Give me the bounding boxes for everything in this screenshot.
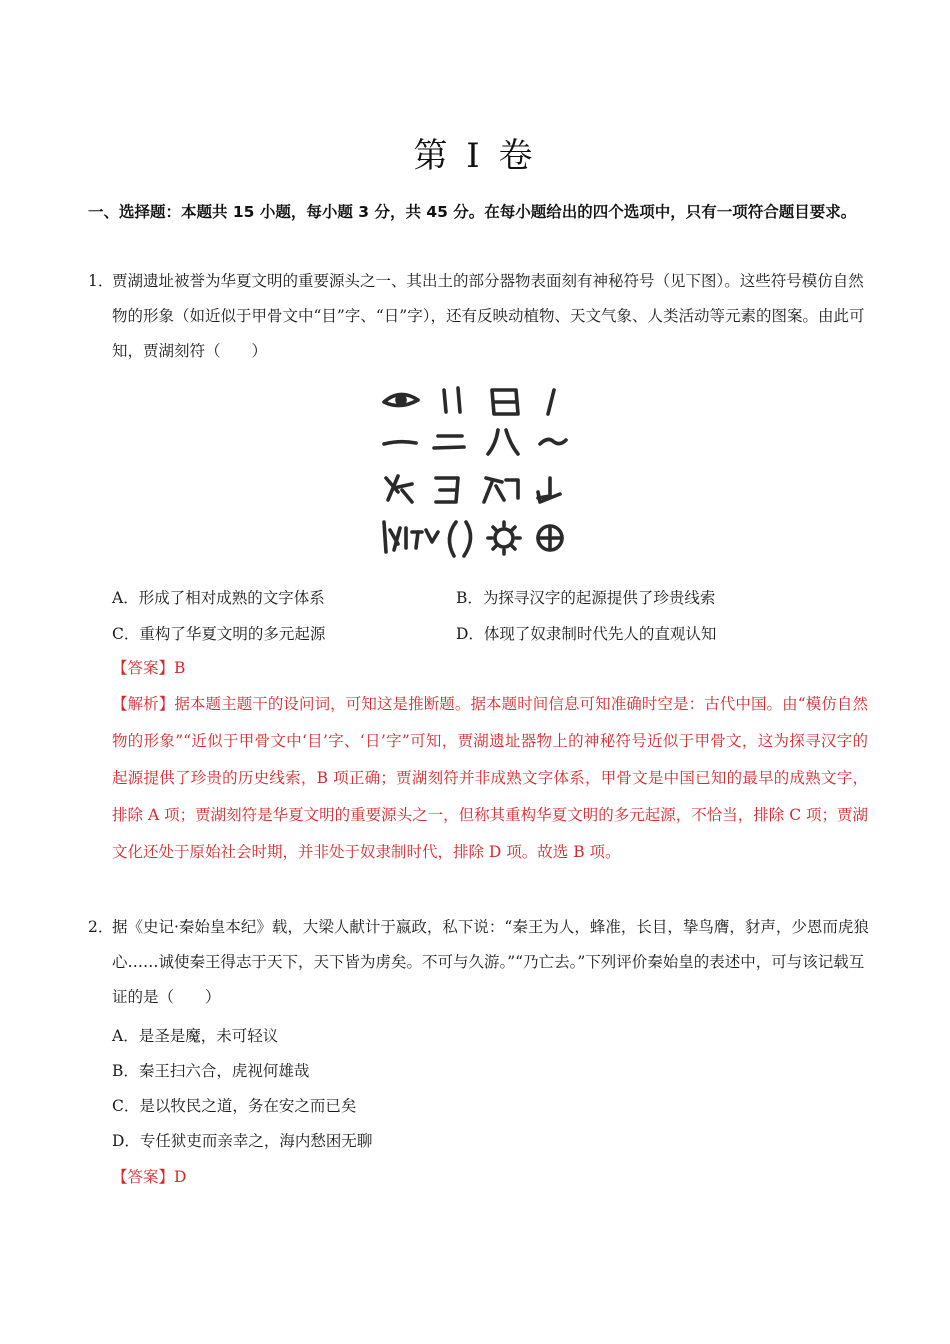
q1-option-c: C．重构了华夏文明的多元起源 xyxy=(112,625,326,643)
sun-rays-glyph xyxy=(488,522,520,554)
q1-option-b: B．为探寻汉字的起源提供了珍贵线索 xyxy=(456,589,716,607)
q1-analysis: 【解析】据本题主题干的设问词，可知这是推断题。据本题时间信息可知准确时空是：古代中国。由“模仿自然物的形象”“近似于甲骨文中‘目’字、‘日’字”可知，贾湖遗址器物上的神秘符号近似于甲骨文，这为探寻汉字的起源提供了珍贵的历史线索，B 项正确；贾湖刻符并非成熟文字体系，甲骨文是中国已知的最早的成熟文字，排除 A 项；贾湖刻符是华夏文明的重要源头之一，但称其重构华夏文明的多元起源，不恰当，排除 C 项；贾湖文化还处于原始社会时期，并非处于奴隶制时代，排除 D 项。故选 B 项。 xyxy=(112,695,868,861)
page-title: 第 I 卷 xyxy=(413,136,537,176)
one-glyph xyxy=(384,442,416,444)
rake-glyph xyxy=(384,522,438,552)
q2-option-a: A．是圣是魔，未可轻议 xyxy=(112,1027,279,1045)
bracket-glyph xyxy=(449,522,470,556)
q2-answer: 【答案】D xyxy=(112,1168,187,1186)
plant-glyph xyxy=(484,478,518,502)
two-strokes-glyph xyxy=(444,388,460,412)
section-heading: 一、选择题：本题共 15 小题，每小题 3 分，共 45 分。在每小题给出的四个选项中，只有一项符合题目要求。 xyxy=(88,203,857,221)
q1-option-d: D．体现了奴隶制时代先人的直观认知 xyxy=(456,625,717,643)
eye-glyph xyxy=(384,394,418,405)
question-stem: 贾湖遗址被誉为华夏文明的重要源头之一、其出土的部分器物表面刻有神秘符号（见下图）。这些符号模仿自然物的形象（如近似于甲骨文中“目”字、“日”字），还有反映动植物、天文气象、人类活动等元素的图案。由此可知，贾湖刻符（ ） xyxy=(112,272,865,360)
hook-glyph xyxy=(538,478,560,502)
q2-option-d: D．专任狱吏而亲幸之，海内愁困无聊 xyxy=(112,1132,373,1150)
eight-glyph xyxy=(488,430,518,454)
hand-glyph xyxy=(436,478,458,502)
tilde-glyph xyxy=(540,439,566,444)
q1-option-a: A．形成了相对成熟的文字体系 xyxy=(112,589,325,607)
two-glyph xyxy=(434,436,464,448)
jiahu-symbols-figure xyxy=(378,382,572,560)
single-stroke-glyph xyxy=(548,390,554,414)
figure-glyph xyxy=(386,476,412,502)
question-1 xyxy=(88,264,878,369)
circle-cross-glyph xyxy=(538,526,562,550)
question-2 xyxy=(88,910,878,1015)
sun-box-glyph xyxy=(492,390,518,414)
question-stem: 据《史记·秦始皇本纪》载，大梁人献计于嬴政，私下说：“秦王为人，蜂准，长目，挚鸟膺，豺声，少恩而虎狼心……诚使秦王得志于天下，天下皆为虏矣。不可与久游。”“乃亡去。”下列评价秦始皇的表述中，可与该记载互证的是（ ） xyxy=(112,918,869,1006)
q2-option-b: B．秦王扫六合，虎视何雄哉 xyxy=(112,1062,310,1080)
question-number: 2． xyxy=(88,918,114,936)
question-number: 1． xyxy=(88,272,114,290)
q2-option-c: C．是以牧民之道，务在安之而已矣 xyxy=(112,1097,357,1115)
q1-answer: 【答案】B xyxy=(112,659,186,677)
